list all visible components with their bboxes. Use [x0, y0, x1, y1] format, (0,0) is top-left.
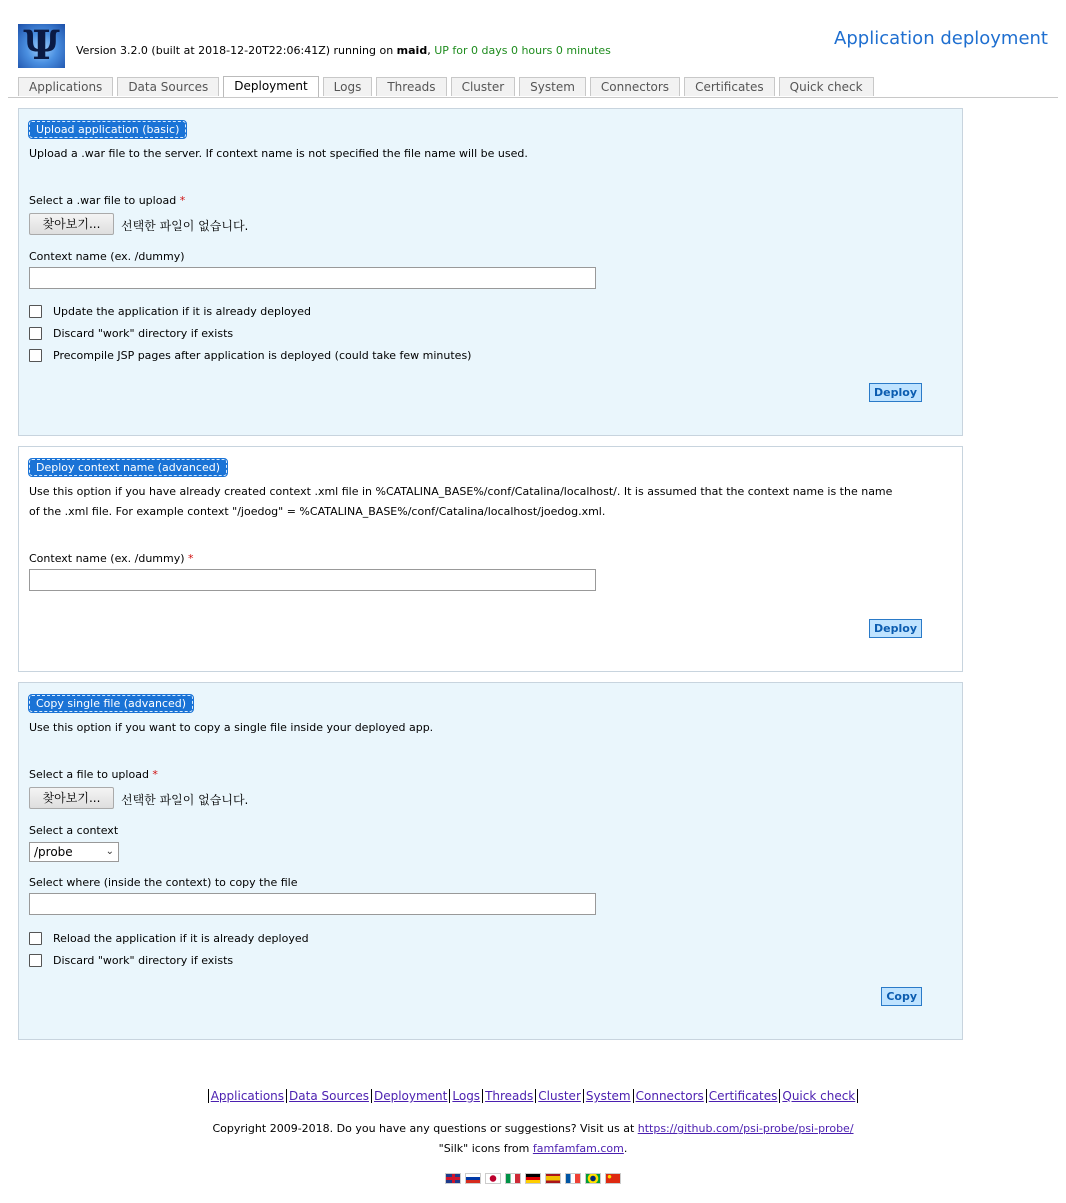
copy-discard-work-label: Discard "work" directory if exists: [53, 954, 234, 967]
copy-where-label: Select where (inside the context) to copy the file: [29, 876, 298, 889]
upload-application-panel: [18, 108, 963, 436]
required-mark: *: [188, 552, 194, 565]
copyright-text: Copyright 2009-2018. Do you have any questions or suggestions? Visit us at: [212, 1122, 638, 1135]
discard-work-label: Discard "work" directory if exists: [53, 327, 234, 340]
tab-applications[interactable]: Applications: [18, 77, 113, 96]
language-flags: [0, 1173, 1066, 1184]
war-file-browse-button[interactable]: 찾아보기...: [29, 213, 114, 235]
famfamfam-link[interactable]: famfamfam.com: [532, 1142, 624, 1155]
reload-app-checkbox[interactable]: [29, 932, 42, 945]
copy-file-legend: Copy single file (advanced): [29, 695, 193, 712]
update-app-checkbox[interactable]: [29, 305, 42, 318]
precompile-jsp-option[interactable]: [29, 349, 471, 362]
context-select-value: /probe: [34, 845, 73, 859]
tab-threads[interactable]: Threads: [376, 77, 446, 96]
page-title: Application deployment: [834, 28, 1048, 49]
version-text: Version 3.2.0 (built at 2018-12-20T22:06:41Z) running on: [76, 44, 397, 57]
copy-where-input[interactable]: [29, 893, 596, 915]
deploy-war-button[interactable]: Deploy: [869, 383, 922, 402]
deploy-context-name-label: [29, 549, 194, 569]
tab-certificates[interactable]: Certificates: [684, 77, 775, 96]
footer-nav-end: [857, 1089, 858, 1103]
host-name: maid: [396, 44, 428, 57]
es-flag-icon[interactable]: [545, 1173, 561, 1184]
footer-nav: [0, 1089, 1066, 1103]
copyright: [0, 1122, 1066, 1135]
tab-logs[interactable]: Logs: [323, 77, 373, 96]
context-name-label: Context name (ex. /dummy): [29, 250, 185, 263]
fr-flag-icon[interactable]: [565, 1173, 581, 1184]
copy-file-panel: [18, 682, 963, 1040]
main-tabs: [18, 77, 874, 97]
copy-discard-work-checkbox[interactable]: [29, 954, 42, 967]
precompile-jsp-checkbox[interactable]: [29, 349, 42, 362]
copy-file-label-text: Select a file to upload: [29, 768, 149, 781]
tab-connectors[interactable]: Connectors: [590, 77, 680, 96]
footer-link-quick-check[interactable]: Quick check: [779, 1089, 857, 1103]
tab-divider: [8, 97, 1058, 98]
footer-link-system[interactable]: System: [583, 1089, 633, 1103]
cn-flag-icon[interactable]: [605, 1173, 621, 1184]
context-name-input[interactable]: [29, 267, 596, 289]
footer-link-connectors[interactable]: Connectors: [633, 1089, 706, 1103]
footer-link-certificates[interactable]: Certificates: [706, 1089, 780, 1103]
copy-file-description: Use this option if you want to copy a single file inside your deployed app.: [29, 721, 434, 734]
deploy-context-name-label-text: Context name (ex. /dummy): [29, 552, 185, 565]
copy-file-status: 선택한 파일이 없습니다.: [121, 793, 249, 807]
de-flag-icon[interactable]: [525, 1173, 541, 1184]
upload-application-description: Upload a .war file to the server. If context name is not specified the file name will be used.: [29, 147, 528, 160]
deploy-context-legend: Deploy context name (advanced): [29, 459, 227, 476]
copy-button[interactable]: Copy: [881, 987, 922, 1006]
war-file-label-text: Select a .war file to upload: [29, 194, 177, 207]
silk-suffix: .: [623, 1142, 628, 1155]
tab-data-sources[interactable]: Data Sources: [117, 77, 219, 96]
tab-quick-check[interactable]: Quick check: [779, 77, 874, 96]
footer-link-deployment[interactable]: Deployment: [371, 1089, 449, 1103]
select-context-label: Select a context: [29, 824, 119, 837]
deploy-context-panel: [18, 446, 963, 672]
copy-discard-work-option[interactable]: [29, 954, 233, 967]
jp-flag-icon[interactable]: [485, 1173, 501, 1184]
copy-file-label: [29, 765, 158, 785]
war-file-status: 선택한 파일이 없습니다.: [121, 219, 249, 233]
tab-system[interactable]: System: [519, 77, 586, 96]
project-url-link[interactable]: https://github.com/psi-probe/psi-probe/: [637, 1122, 854, 1135]
it-flag-icon[interactable]: [505, 1173, 521, 1184]
discard-work-checkbox[interactable]: [29, 327, 42, 340]
precompile-jsp-label: Precompile JSP pages after application is deployed (could take few minutes): [53, 349, 472, 362]
version-info: Version 3.2.0 (built at 2018-12-20T22:06:41Z) running on maid, UP for 0 days 0 hours 0 minutes: [76, 44, 611, 57]
uptime-status: UP for 0 days 0 hours 0 minutes: [434, 44, 611, 57]
update-app-option[interactable]: [29, 305, 311, 318]
footer-link-data-sources[interactable]: Data Sources: [286, 1089, 371, 1103]
footer-link-cluster[interactable]: Cluster: [535, 1089, 583, 1103]
footer-link-threads[interactable]: Threads: [482, 1089, 535, 1103]
tab-cluster[interactable]: Cluster: [451, 77, 516, 96]
silk-prefix: "Silk" icons from: [438, 1142, 533, 1155]
deploy-context-button[interactable]: Deploy: [869, 619, 922, 638]
reload-app-option[interactable]: [29, 932, 309, 945]
required-mark: *: [179, 194, 186, 207]
gb-flag-icon[interactable]: [445, 1173, 461, 1184]
silk-credit: [0, 1142, 1066, 1155]
deploy-context-description-2: of the .xml file. For example context "/joedog" = %CATALINA_BASE%/conf/Catalina/localhost/joedog.xml.: [29, 505, 606, 518]
required-mark: *: [152, 768, 158, 781]
war-file-label: [29, 191, 185, 211]
logo-glyph: Ψ: [23, 22, 60, 69]
chevron-down-icon: ⌄: [105, 846, 114, 857]
deploy-context-name-input[interactable]: [29, 569, 596, 591]
footer-link-logs[interactable]: Logs: [449, 1089, 482, 1103]
context-select[interactable]: [29, 842, 119, 862]
deploy-context-description-1: Use this option if you have already created context .xml file in %CATALINA_BASE%/conf/Catalina/localhost/. It is assumed that the context name is the name: [29, 485, 893, 498]
update-app-label: Update the application if it is already deployed: [53, 305, 311, 318]
tab-deployment[interactable]: Deployment: [223, 76, 318, 97]
br-flag-icon[interactable]: [585, 1173, 601, 1184]
psi-probe-logo: [18, 24, 65, 68]
reload-app-label: Reload the application if it is already deployed: [53, 932, 309, 945]
discard-work-option[interactable]: [29, 327, 233, 340]
footer-link-applications[interactable]: Applications: [208, 1089, 286, 1103]
ru-flag-icon[interactable]: [465, 1173, 481, 1184]
upload-application-legend: Upload application (basic): [29, 121, 186, 138]
copy-file-browse-button[interactable]: 찾아보기...: [29, 787, 114, 809]
